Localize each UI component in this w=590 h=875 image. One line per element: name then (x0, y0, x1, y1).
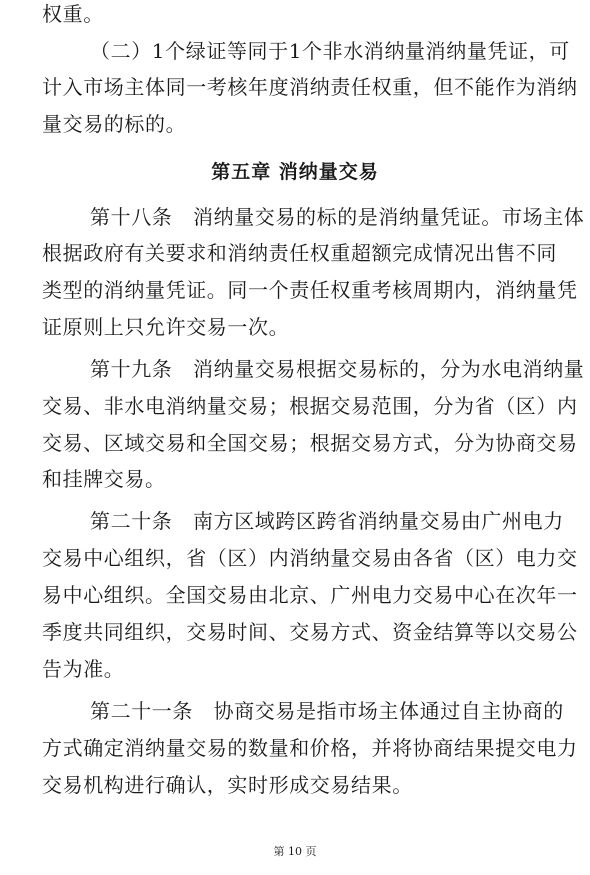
article-20-line: 季度共同组织，交易时间、交易方式、资金结算等以交易公 (42, 620, 578, 644)
chapter-heading: 第五章 消纳量交易 (211, 161, 379, 183)
text-line: 量交易的标的。 (42, 112, 187, 136)
article-20-line: 交易中心组织，省（区）内消纳量交易由各省（区）电力交 (42, 546, 578, 570)
article-21-line: 方式确定消纳量交易的数量和价格，并将协商结果提交电力 (42, 736, 578, 760)
article-18-line: 第十八条 消纳量交易的标的是消纳量凭证。市场主体 (90, 205, 585, 229)
text-line: 权重。 (42, 2, 104, 26)
article-19-line: 第十九条 消纳量交易根据交易标的，分为水电消纳量 (90, 357, 585, 381)
article-18-line: 根据政府有关要求和消纳责任权重超额完成情况出售不同 (42, 241, 557, 265)
article-19-line: 交易、区域交易和全国交易；根据交易方式，分为协商交易 (42, 431, 578, 455)
text-line: （二）1个绿证等同于1个非水消纳量消纳量凭证，可 (90, 39, 570, 63)
article-21-line: 第二十一条 协商交易是指市场主体通过自主协商的 (90, 699, 564, 723)
article-20-line: 易中心组织。全国交易由北京、广州电力交易中心在次年一 (42, 583, 578, 607)
article-19-line: 和挂牌交易。 (42, 467, 166, 491)
article-19-line: 交易、非水电消纳量交易；根据交易范围，分为省（区）内 (42, 394, 578, 418)
article-21-line: 交易机构进行确认，实时形成交易结果。 (42, 773, 413, 797)
page-number: 第 10 页 (273, 845, 317, 858)
article-20-line: 第二十条 南方区域跨区跨省消纳量交易由广州电力 (90, 509, 564, 533)
article-18-line: 证原则上只允许交易一次。 (42, 315, 290, 339)
article-20-line: 告为准。 (42, 657, 125, 681)
article-18-line: 类型的消纳量凭证。同一个责任权重考核周期内，消纳量凭 (42, 278, 578, 302)
text-line: 计入市场主体同一考核年度消纳责任权重，但不能作为消纳 (42, 75, 578, 99)
